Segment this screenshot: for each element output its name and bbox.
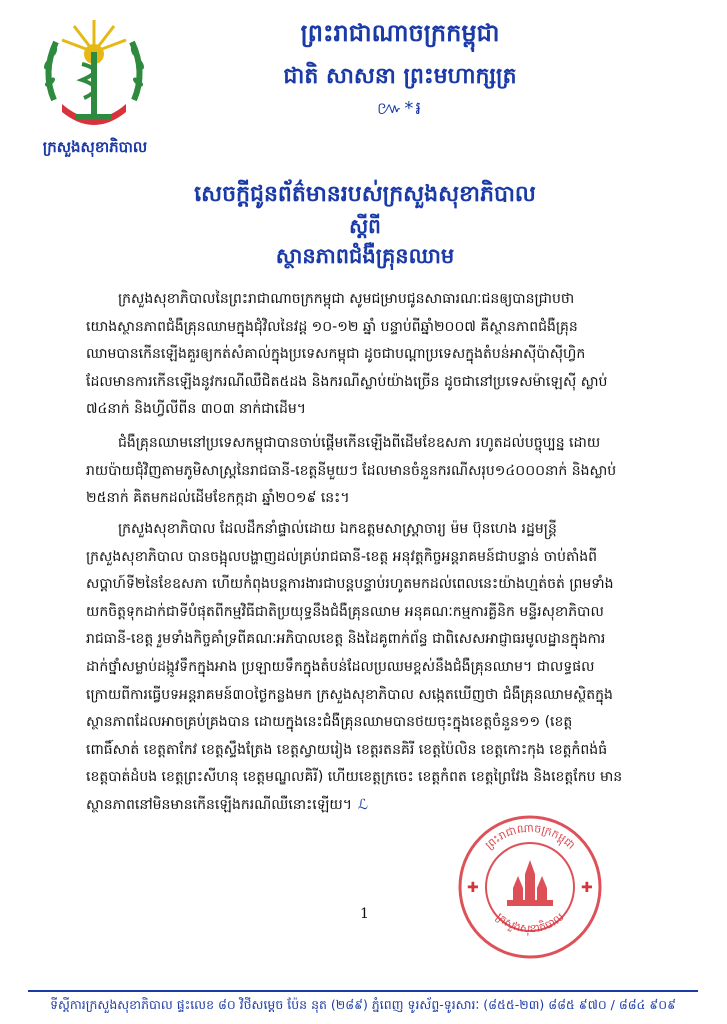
ministry-emblem-icon	[32, 12, 156, 136]
text-line: ខេត្តបាត់ដំបង ខេត្តព្រះសីហនុ ខេត្តមណ្ឌលគិរី) ហើយខេត្តក្រចេះ ខេត្តកំពត ខេត្តព្រៃវែង និងខេត្តកែប មាន	[86, 769, 623, 786]
text-line: ស្ថានភាពនៅមិនមានកើនឡើងករណីឈឺនោះឡើយ។	[86, 796, 352, 813]
text-line: ក្រសួងសុខាភិបាល បានចង្អុលបង្ហាញដល់គ្រប់រាជធានី-ខេត្ត អនុវត្តកិច្ចអន្តរាគមន៍ជាបន្ទាន់ ចាប់តាំងពី	[86, 548, 598, 565]
seal-stamp-icon	[455, 812, 605, 962]
document-subject: ស្ថានភាពជំងឺគ្រុនឈាម	[275, 244, 455, 268]
text-line: ក្រសួងសុខាភិបាលនៃព្រះរាជាណាចក្រកម្ពុជា សូមជម្រាបជូនសាធារណៈជនឲ្យបានជ្រាបថា	[118, 291, 575, 307]
kingdom-heading: ព្រះរាជាណាចក្រកម្ពុជា	[300, 19, 500, 47]
text-line: ដែលមានការកើនឡើងនូវករណីឈឺជិត៥ដង និងករណីស្លាប់យ៉ាងច្រើន ដូចជានៅប្រទេសម៉ាឡេស៊ី ស្លាប់	[86, 373, 608, 390]
footer-divider	[28, 990, 698, 992]
ministry-logo	[14, 12, 174, 136]
text-line: ក្រសួងសុខាភិបាល ដែលដឹកនាំផ្ទាល់ដោយ ឯកឧត្តមសាស្ត្រាចារ្យ ម៉ម ប៊ុនហេង រដ្ឋមន្ត្រី	[118, 521, 557, 537]
text-line: រាយប៉ាយជុំវិញតាមភូមិសាស្ត្រនៃរាជធានី-ខេត្តនីមួយៗ ដែលមានចំនួនករណីសរុប១៤០០០នាក់ និងស្លាប់	[86, 462, 617, 479]
text-line: យោងស្ថានភាពជំងឺគ្រុនឈាមក្នុងជុំវិលនៃវដ្ត ១០-១២ ឆ្នាំ បន្ទាប់ពីឆ្នាំ២០០៧ គឺស្ថានភាពជំងឺគ្រុន	[86, 318, 578, 335]
text-line: រាជធានី-ខេត្ត រួមទាំងកិច្ចគាំទ្រពីគណៈអភិបាលខេត្ត និងដៃគូពាក់ព័ន្ធ ជាពិសេសអាជ្ញាធរមូលដ្ឋានក្នុងការ	[86, 631, 606, 648]
national-motto: ជាតិ សាសនា ព្រះមហាក្សត្រ	[283, 64, 517, 89]
paragraph-1	[86, 286, 684, 424]
svg-text:✚: ✚	[467, 880, 479, 896]
ornament-divider: ៚*៛	[376, 98, 424, 119]
document-subtitle-about: ស្តីពី	[349, 214, 381, 238]
text-line: ៧៤នាក់ និងហ្វីលីពីន ៣០៣ នាក់ជាដើម។	[86, 401, 307, 418]
text-line: ឈាមបានកើនឡើងគួរឲ្យកត់សំគាល់ក្នុងប្រទេសកម្ពុជា ដូចជាបណ្តាប្រទេសក្នុងតំបន់អាស៊ីប៉ាស៊ីហ្វិក	[86, 346, 586, 363]
text-line: ដាក់ថ្នាំសម្លាប់ដង្កូវទឹកក្នុងអាង ប្រឡាយទឹកក្នុងតំបន់ដែលប្រឈមខ្ពស់នឹងជំងឺគ្រុនឈាម។ ជាលទ្ធផល	[86, 658, 595, 675]
text-line: ពោធិ៍សាត់ ខេត្តតាកែវ ខេត្តស្ទឹងត្រែង ខេត្តស្វាយរៀង ខេត្តរតនគិរី ខេត្តប៉ៃលិន ខេត្តកោះកុង ខេត្តកំពង់ធំ	[86, 741, 608, 758]
svg-text:ក្រសួងសុខាភិបាល	[493, 910, 566, 936]
footer-address: ទីស្តីការក្រសួងសុខាភិបាល ផ្ទះលេខ ៨០ វិថីសម្តេច ប៉ែន នុត (២៨៩) ភ្នំពេញ ទូរស័ព្ទ-ទូរសារៈ (៨៥៥-២៣) ៨៨៥ ៩៧០ / ៨៨៤ ៩០៩	[50, 997, 676, 1012]
seal-bottom-text: ក្រសួងសុខាភិបាល	[493, 910, 567, 936]
official-seal	[455, 812, 605, 966]
text-line: ក្រោយពីការធ្វើបទអន្តរាគមន៍៣០ថ្ងៃកន្លងមក ក្រសួងសុខាភិបាល សង្កេតឃើញថា ជំងឺគ្រុនឈាមស្ថិតក្នុង	[86, 686, 613, 703]
svg-text:✚: ✚	[581, 880, 593, 896]
document-title: សេចក្តីជូនព័ត៌មានរបស់ក្រសួងសុខាភិបាល	[194, 182, 536, 207]
text-line: ២៥នាក់ គិតមកដល់ដើមខែកក្កដា ឆ្នាំ២០១៩ នេះ។	[86, 490, 350, 507]
ministry-name: ក្រសួងសុខាភិបាល	[42, 138, 148, 156]
text-line: ជំងឺគ្រុនឈាមនៅប្រទេសកម្ពុជាបានចាប់ផ្តើមកើនឡើងពីដើមខែឧសភា រហូតដល់បច្ចុប្បន្ន ដោយ	[118, 435, 601, 451]
paragraph-2	[86, 430, 684, 513]
text-line: ស្ថានភាពដែលអាចគ្រប់គ្រងបាន ដោយក្នុងនេះជំងឺគ្រុនឈាមបានថយចុះក្នុងខេត្តចំនួន១១ (ខេត្ត	[86, 714, 573, 731]
text-line: យកចិត្តទុកដាក់ជាទីបំផុតពីកម្មវិធីជាតិប្រយុទ្ធនឹងជំងឺគ្រុនឈាម អនុគណៈកម្មការគ្លីនិក មន្ទីរសុខាភិបាល	[86, 603, 604, 620]
seal-top-text: ព្រះរាជាណាចក្រកម្ពុជា	[482, 821, 578, 852]
page-number: 1	[360, 906, 369, 922]
paragraph-3	[86, 516, 684, 820]
text-line: សប្តាហ៍ទី២នៃខែឧសភា ហើយកំពុងបន្តការងារជាបន្តបន្ទាប់រហូតមកដល់ពេលនេះយ៉ាងហ្មត់ចត់ ព្រមទាំង	[86, 576, 614, 593]
initials-mark: ℒ	[357, 796, 369, 813]
